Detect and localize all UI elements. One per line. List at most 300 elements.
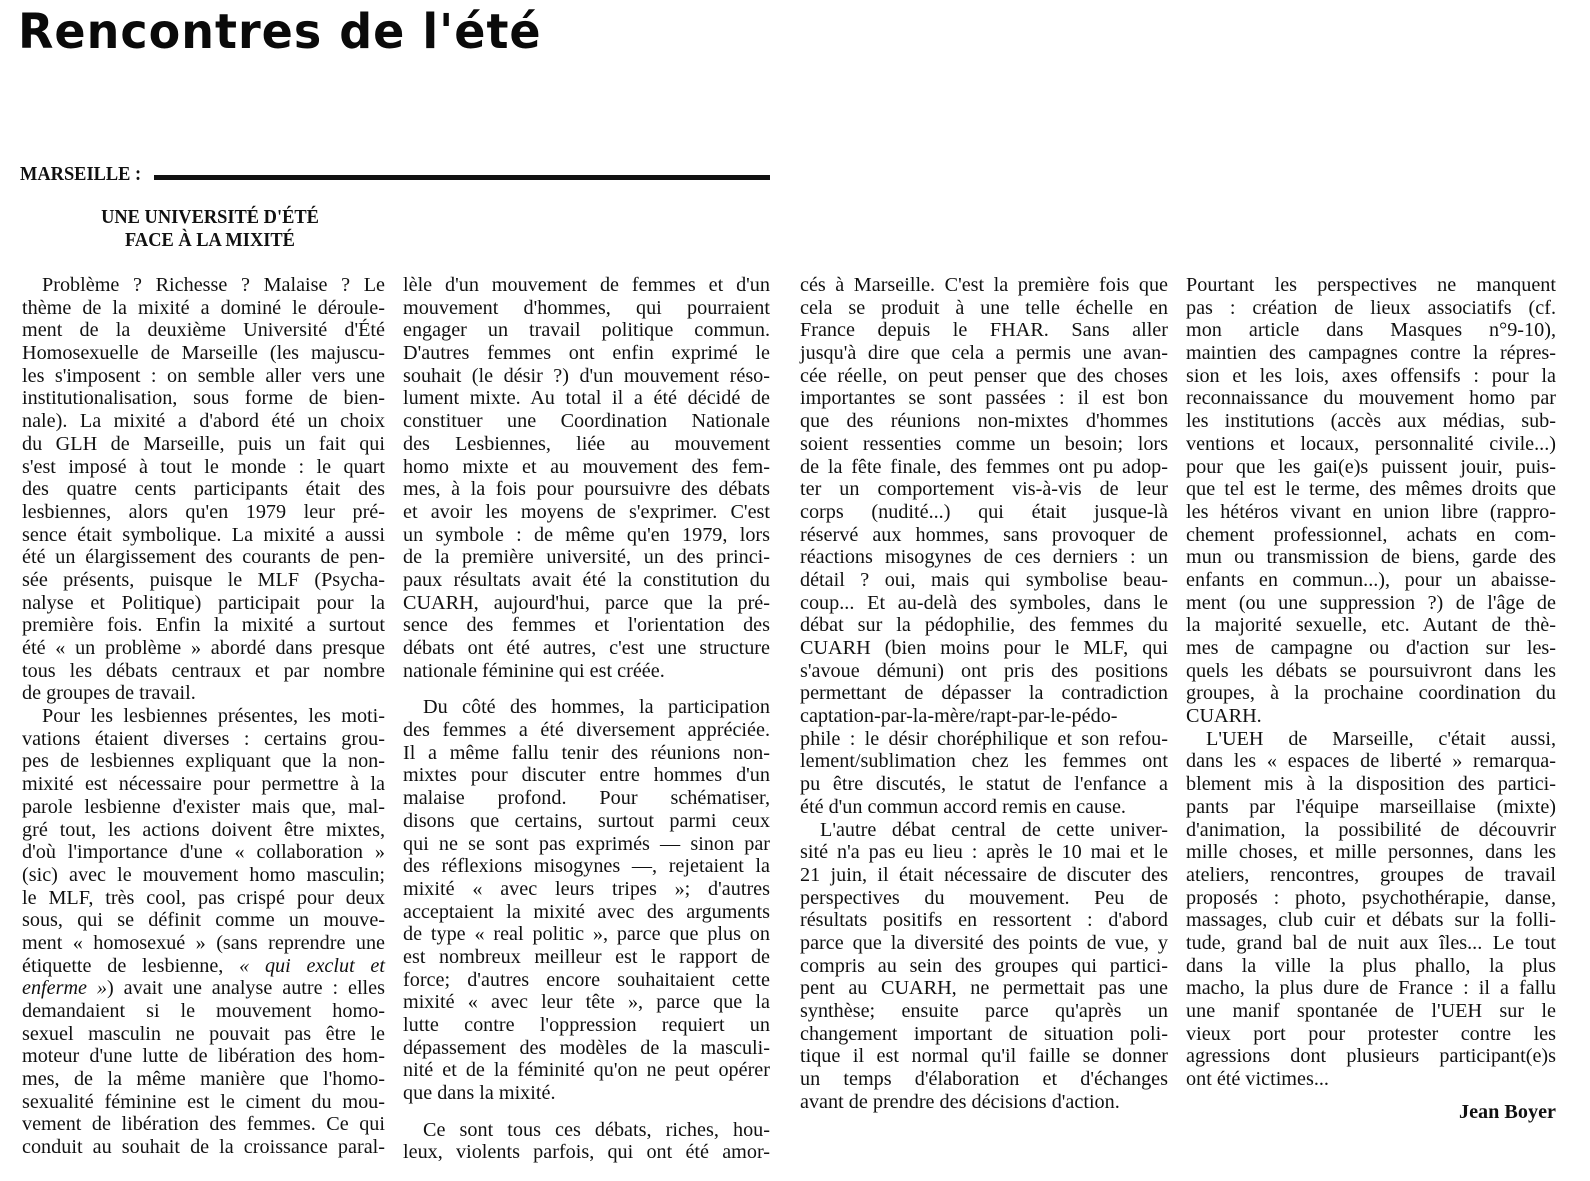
text-run: résultats positifs en ressortent : d'abord: [800, 909, 1168, 932]
text-line: [800, 478, 1168, 501]
text-line: [403, 1119, 770, 1142]
text-run: malaise profond. Pour schématiser,: [403, 787, 770, 810]
text-line: [800, 1091, 1168, 1114]
text-line: [800, 682, 1168, 705]
text-run: de la fête finale, des femmes ont pu adop-: [800, 455, 1168, 478]
text-line: [22, 1068, 385, 1091]
text-run: pas : création de lieux associatifs (cf.: [1186, 296, 1556, 319]
text-line: [403, 719, 770, 742]
text-run: conduit au souhait de la croissance paral-: [22, 1136, 385, 1159]
text-line: [22, 864, 385, 887]
text-run: thème de la mixité a dominé le déroule-: [22, 296, 385, 319]
text-run: synthèse; ensuite parce qu'après un: [800, 1000, 1168, 1022]
text-run: mes, de la même manière que l'homo-: [22, 1068, 385, 1091]
text-line: [1186, 864, 1556, 887]
text-run: soient ressenties comme un besoin; lors: [800, 432, 1168, 455]
text-run: souhait (le désir ?) d'un mouvement réso-: [403, 364, 770, 387]
paragraph-gap: [403, 1105, 770, 1119]
text-line: [1186, 955, 1556, 978]
text-run: Il a même fallu tenir des réunions non-: [403, 741, 770, 764]
text-run: des réflexions misogynes —, rejetaient la: [403, 855, 770, 878]
text-line: [403, 1141, 770, 1164]
text-run: mes de campagne ou d'action sur les-: [1186, 637, 1556, 659]
text-line: [403, 274, 770, 297]
text-line: [22, 660, 385, 683]
text-run: macho, la plus dure de France : il a fallu: [1186, 977, 1556, 1000]
text-run: compris au sein des groupes qui partici-: [800, 954, 1168, 977]
text-line: [1186, 319, 1556, 342]
text-run: mille choses, et mille personnes, dans les: [1186, 841, 1556, 864]
text-line: [403, 546, 770, 569]
text-run: France depuis le FHAR. Sans aller: [800, 319, 1168, 342]
text-line: [800, 387, 1168, 410]
text-run: ment (ou une suppression ?) de l'âge de: [1186, 591, 1556, 614]
text-run: perspectives du mouvement. Peu de: [800, 886, 1168, 909]
text-run: sion et les lois, axes offensifs : pour la: [1186, 364, 1556, 387]
text-line: [1186, 705, 1556, 728]
text-run: pour que les gai(e)s puissent jouir, puis-: [1186, 455, 1556, 478]
text-line: [800, 1045, 1168, 1068]
text-run: mouvement d'hommes, qui pourraient: [403, 296, 770, 319]
text-run: parce que la diversité des points de vue, y: [800, 931, 1168, 954]
text-run: quels les débats se poursuivront dans les: [1186, 659, 1556, 682]
text-run: qui ne se sont pas exprimés — sinon par: [403, 832, 770, 855]
text-line: [22, 909, 385, 932]
text-run: engager un travail politique commun.: [403, 319, 770, 342]
text-run: leux, violents parfois, qui ont été amor-: [403, 1141, 770, 1164]
text-run: mun ou transmission de biens, garde des: [1186, 546, 1556, 569]
text-run: gré tout, les actions doivent être mixtes,: [22, 818, 385, 841]
text-run: importantes se sont passées : il est bon: [800, 387, 1168, 410]
text-line: [1186, 977, 1556, 1000]
text-line: [22, 614, 385, 637]
text-line: [403, 637, 770, 660]
text-line: [800, 705, 1168, 728]
text-run: pes de lesbiennes expliquant que la non-: [22, 750, 385, 773]
text-line: [1186, 614, 1556, 637]
text-run: que dans la mixité.: [403, 1082, 556, 1105]
text-run: été d'un commun accord remis en cause.: [800, 795, 1126, 818]
text-run: d'animation, la possibilité de découvrir: [1186, 818, 1556, 841]
text-run: tude, grand bal de nuit aux îles... Le tout: [1186, 931, 1556, 954]
text-run: de type « real politic », parce que plus on: [403, 923, 770, 946]
text-line: [1186, 456, 1556, 479]
text-line: [403, 946, 770, 969]
text-run: disons que certains, surtout parmi ceux: [403, 809, 770, 832]
text-line: [1186, 569, 1556, 592]
text-line: [1186, 524, 1556, 547]
text-run: 21 juin, il était nécessaire de discuter des: [800, 863, 1168, 886]
text-line: [403, 810, 770, 833]
text-line: [22, 955, 385, 978]
text-run: lèle d'un mouvement de femmes et d'un: [403, 274, 770, 296]
text-line: [403, 1059, 770, 1082]
text-run: dépassement des modèles de la masculi-: [403, 1036, 770, 1059]
text-line: [403, 901, 770, 924]
text-run: moteur d'une lutte de libération des hom-: [22, 1045, 385, 1068]
text-line: [403, 342, 770, 365]
text-line: [1186, 297, 1556, 320]
text-run: des quatre cents participants était des: [22, 478, 385, 501]
text-run: groupes, à la prochaine coordination du: [1186, 682, 1556, 705]
text-run: chement professionnel, achats en com-: [1186, 523, 1556, 546]
text-line: [403, 524, 770, 547]
text-run: étiquette de lesbienne,: [22, 954, 240, 977]
text-run: les hétéros vivant en union libre (rappro-: [1186, 500, 1556, 523]
page-title: Rencontres de l'été: [18, 2, 542, 60]
text-line: [403, 592, 770, 615]
text-line: [800, 1068, 1168, 1091]
text-run: mixité « avec leurs tripes »; d'autres: [403, 877, 770, 900]
text-run: sexualité féminine est le ciment du mou-: [22, 1090, 385, 1113]
text-line: [22, 524, 385, 547]
text-line: [22, 1000, 385, 1023]
text-run: maintien des campagnes contre la répres-: [1186, 342, 1556, 365]
text-run: réservé aux hommes, sans provoquer de: [800, 523, 1168, 546]
text-line: [22, 1045, 385, 1068]
text-line: [403, 764, 770, 787]
headline-line-1: UNE UNIVERSITÉ D'ÉTÉ: [101, 206, 319, 228]
text-run: ter un comportement vis-à-vis de leur: [800, 478, 1168, 501]
article-column-4: [1186, 274, 1556, 1127]
text-run: Du côté des hommes, la participation: [423, 696, 770, 719]
paragraph-gap: [403, 682, 770, 696]
text-line: [1186, 773, 1556, 796]
text-run: institutionalisation, sous forme de bien-: [22, 387, 385, 410]
text-line: [1186, 342, 1556, 365]
text-line: [800, 342, 1168, 365]
text-line: [800, 841, 1168, 864]
text-run: CUARH.: [1186, 705, 1262, 728]
text-run: et avoir les moyens de s'exprimer. C'est: [403, 500, 770, 523]
text-run: permettant de dépasser la contradiction: [800, 682, 1168, 705]
text-line: [22, 682, 385, 705]
text-run: vations étaient diverses : certains grou-: [22, 727, 385, 750]
article-headline: [70, 206, 350, 252]
text-line: [1186, 478, 1556, 501]
text-line: [22, 977, 385, 1000]
text-line: [22, 569, 385, 592]
text-line: [800, 750, 1168, 773]
text-run: vieux port pour protester contre les: [1186, 1022, 1556, 1045]
text-run: s'avoue démuni) ont pris des positions: [800, 659, 1168, 682]
text-line: [1186, 365, 1556, 388]
text-line: [22, 365, 385, 388]
text-line: [800, 819, 1168, 842]
text-line: [800, 365, 1168, 388]
text-run: lutte contre l'oppression requiert un: [403, 1014, 770, 1036]
text-run: sence des femmes et l'orientation des: [403, 614, 770, 637]
text-line: [800, 569, 1168, 592]
text-line: [1186, 660, 1556, 683]
text-line: [800, 660, 1168, 683]
text-line: [800, 773, 1168, 796]
text-run: captation-par-la-mère/rapt-par-le-pédo-: [800, 705, 1118, 728]
text-line: [403, 569, 770, 592]
text-line: [22, 501, 385, 524]
text-line: [403, 923, 770, 946]
text-line: [403, 387, 770, 410]
text-line: [22, 887, 385, 910]
text-line: [22, 932, 385, 955]
text-line: [22, 433, 385, 456]
section-header: [20, 162, 770, 186]
text-run: homo mixte et au mouvement des fem-: [403, 455, 770, 478]
text-run: les s'imposent : on semble aller vers une: [22, 364, 385, 387]
text-line: [22, 274, 385, 297]
text-run: dans les « espaces de liberté » remarqua-: [1186, 750, 1556, 773]
text-run: ont été victimes...: [1186, 1068, 1329, 1091]
text-line: [1186, 410, 1556, 433]
text-run: changement important de situation poli-: [800, 1022, 1168, 1045]
text-run: d'où l'importance d'une « collaboration »: [22, 841, 385, 864]
text-line: [1186, 592, 1556, 615]
text-run: ateliers, rencontres, groupes de travail: [1186, 863, 1556, 886]
text-line: [1186, 637, 1556, 660]
text-run: que des réunions non-mixtes d'hommes: [800, 410, 1168, 433]
text-run: corps (nudité...) qui était jusque-là: [800, 500, 1168, 523]
text-run: tous les débats centraux et par nombre: [22, 659, 385, 682]
text-line: [22, 841, 385, 864]
text-line: [1186, 841, 1556, 864]
text-run: acceptaient la mixité avec des arguments: [403, 900, 770, 923]
text-line: [800, 614, 1168, 637]
text-run: ) avait une analyse autre : elles: [107, 977, 385, 1000]
text-line: [22, 342, 385, 365]
text-run: sous, qui se définit comme un mouve-: [22, 909, 385, 932]
text-run: Ce sont tous ces débats, riches, hou-: [423, 1118, 770, 1141]
text-line: [403, 1037, 770, 1060]
text-line: [403, 969, 770, 992]
text-line: [403, 742, 770, 765]
text-line: [403, 319, 770, 342]
text-line: [403, 478, 770, 501]
text-line: [1186, 387, 1556, 410]
text-line: [800, 433, 1168, 456]
text-line: [1186, 750, 1556, 773]
text-run: nationale féminine qui est créée.: [403, 659, 665, 682]
text-line: [22, 387, 385, 410]
text-line: [22, 796, 385, 819]
text-line: [800, 524, 1168, 547]
text-line: [1186, 682, 1556, 705]
text-line: [403, 410, 770, 433]
text-line: [403, 991, 770, 1014]
text-run: coup... Et au-delà des symboles, dans le: [800, 591, 1168, 614]
text-run: agressions dont plusieurs participant(e)s: [1186, 1045, 1556, 1068]
text-line: [1186, 887, 1556, 910]
text-line: [22, 1091, 385, 1114]
text-run: mes, à la fois pour poursuivre des débats: [403, 478, 770, 501]
text-line: [403, 456, 770, 479]
text-run: ventions et locaux, personnalité civile...): [1186, 432, 1556, 455]
text-run: pent au CUARH, ne permettait pas une: [800, 977, 1168, 1000]
text-line: [1186, 819, 1556, 842]
text-line: [403, 833, 770, 856]
text-run: débat sur la pédophilie, des femmes du: [800, 614, 1168, 637]
text-line: [403, 433, 770, 456]
text-line: [22, 592, 385, 615]
text-run: sée présents, puisque le MLF (Psycha-: [22, 568, 385, 591]
text-line: [1186, 909, 1556, 932]
text-run: de la première université, un des princi-: [403, 546, 770, 569]
text-line: [22, 1113, 385, 1136]
text-line: [800, 955, 1168, 978]
text-run: la majorité sexuelle, etc. Autant de thè-: [1186, 614, 1556, 637]
text-line: [1186, 932, 1556, 955]
text-run: proposés : photo, psychothérapie, danse,: [1186, 886, 1556, 909]
text-line: [1186, 433, 1556, 456]
text-run: est nombreux meilleur est le rapport de: [403, 945, 770, 968]
text-line: [1186, 274, 1556, 297]
text-run: s'est imposé à tout le monde : le quart: [22, 455, 385, 478]
text-line: [403, 787, 770, 810]
text-line: [403, 1014, 770, 1037]
text-line: [800, 1023, 1168, 1046]
text-line: [22, 478, 385, 501]
text-run: nité et de la féminité qu'on ne peut opérer: [403, 1059, 770, 1082]
headline-line-2: FACE À LA MIXITÉ: [125, 229, 295, 251]
text-run: cela se produit à une telle échelle en: [800, 296, 1168, 319]
text-run: paux résultats avait été la constitution du: [403, 568, 770, 591]
text-run: phile : le désir choréphilique et son refou-: [800, 727, 1168, 750]
text-run: des Lesbiennes, liée au mouvement: [403, 432, 770, 455]
text-line: [800, 909, 1168, 932]
text-line: [800, 546, 1168, 569]
text-line: [800, 297, 1168, 320]
text-line: [800, 932, 1168, 955]
text-line: [800, 274, 1168, 297]
text-line: [22, 546, 385, 569]
text-run: une manif spontanée de l'UEH sur le: [1186, 1000, 1556, 1022]
text-run: nalyse et Politique) participait pour la: [22, 591, 385, 614]
text-run: de groupes de travail.: [22, 682, 196, 705]
text-line: [800, 977, 1168, 1000]
text-run: parole lesbienne d'exister mais que, mal-: [22, 795, 385, 818]
text-run: CUARH, aujourd'hui, parce que la pré-: [403, 591, 770, 614]
text-line: [403, 660, 770, 683]
article-column-1: [22, 274, 385, 1159]
text-run: un temps d'élaboration et d'échanges: [800, 1068, 1168, 1091]
text-line: [22, 819, 385, 842]
text-line: [22, 410, 385, 433]
text-run: Pour les lesbiennes présentes, les moti-: [42, 705, 385, 728]
text-run: ment de la deuxième Université d'Été: [22, 319, 385, 342]
text-run: demandaient si le mouvement homo-: [22, 1000, 385, 1022]
text-line: [403, 297, 770, 320]
text-run: (sic) avec le mouvement homo masculin;: [22, 863, 385, 886]
text-run: reconnaissance du mouvement homo par: [1186, 387, 1556, 410]
text-run: massages, club cuir et débats sur la folli-: [1186, 909, 1556, 932]
text-run: sence était symbolique. La mixité a aussi: [22, 523, 385, 546]
text-line: [800, 864, 1168, 887]
text-line: [22, 456, 385, 479]
text-line: [403, 614, 770, 637]
text-line: [22, 728, 385, 751]
text-line: [800, 410, 1168, 433]
text-run: lument mixte. Au total il a été décidé de: [403, 387, 770, 410]
text-run: le MLF, très cool, pas crispé pour deux: [22, 886, 385, 909]
text-line: [800, 887, 1168, 910]
text-run: du GLH de Marseille, puis un fait qui: [22, 432, 385, 455]
text-run: cée réelle, on peut penser que des choses: [800, 364, 1168, 387]
text-run: que tel est le terme, des mêmes droits que: [1186, 478, 1556, 501]
text-run: mixtes pour discuter entre hommes d'un: [403, 764, 770, 787]
text-line: [403, 365, 770, 388]
text-run: un symbole : de même qu'en 1979, lors: [403, 523, 770, 546]
text-run: vement de libération des femmes. Ce qui: [22, 1113, 385, 1136]
text-line: [403, 1082, 770, 1105]
text-run: première fois. Enfin la mixité a surtout: [22, 614, 385, 637]
text-run: enfants en commun...), pour un abaisse-: [1186, 568, 1556, 591]
text-run: les institutions (accès aux médias, sub-: [1186, 410, 1556, 433]
text-line: [22, 1023, 385, 1046]
text-run: réactions misogynes de ces derniers : un: [800, 546, 1168, 569]
text-line: [403, 696, 770, 719]
text-run: Homosexuelle de Marseille (les majuscu-: [22, 342, 385, 365]
text-run: été un élargissement des courants de pen-: [22, 546, 385, 569]
text-line: [800, 456, 1168, 479]
text-line: [800, 796, 1168, 819]
text-line: [22, 297, 385, 320]
text-run: Pourtant les perspectives ne manquent: [1186, 274, 1556, 296]
text-run: débats ont été autres, c'est une structure: [403, 637, 770, 659]
text-run: blement mis à la disposition des partici-: [1186, 773, 1556, 796]
italic-quote: enferme »: [22, 977, 108, 1000]
text-line: [22, 750, 385, 773]
text-run: CUARH (bien moins pour le MLF, qui: [800, 637, 1168, 659]
author-signature: Jean Boyer: [1459, 1100, 1556, 1123]
text-run: des femmes a été diversement appréciée.: [403, 719, 770, 742]
italic-quote: « qui exclut et: [239, 954, 385, 977]
text-line: [22, 637, 385, 660]
text-run: D'autres femmes ont enfin exprimé le: [403, 342, 770, 365]
text-line: [1186, 1045, 1556, 1068]
text-line: [1186, 501, 1556, 524]
text-run: force; d'autres encore souhaitaient cette: [403, 968, 770, 991]
text-line: [1186, 1023, 1556, 1046]
text-line: [22, 705, 385, 728]
text-run: L'UEH de Marseille, c'était aussi,: [1206, 727, 1556, 750]
text-run: détail ? oui, mais qui symbolise beau-: [800, 568, 1168, 591]
text-run: mon article dans Masques n°9-10),: [1186, 319, 1556, 342]
text-line: [800, 728, 1168, 751]
text-run: pants par l'équipe marseillaise (mixte): [1186, 795, 1556, 818]
text-run: mixité est nécessaire pour permettre à la: [22, 773, 385, 796]
text-line: [22, 319, 385, 342]
section-label: MARSEILLE :: [20, 162, 142, 185]
text-run: tique il est normal qu'il faille se donner: [800, 1045, 1168, 1068]
text-run: mixité « avec leur tête », parce que la: [403, 991, 770, 1014]
text-run: été « un problème » abordé dans presque: [22, 637, 385, 659]
text-line: [800, 637, 1168, 660]
text-run: cés à Marseille. C'est la première fois que: [800, 274, 1168, 296]
text-line: [403, 501, 770, 524]
text-run: lement/sublimation chez les femmes ont: [800, 750, 1168, 773]
text-run: lesbiennes, alors qu'en 1979 leur pré-: [22, 500, 385, 523]
text-line: [22, 773, 385, 796]
text-run: dans la ville la plus phallo, la plus: [1186, 954, 1556, 977]
text-run: sexuel masculin ne pouvait pas être le: [22, 1022, 385, 1045]
text-run: L'autre débat central de cette univer-: [820, 818, 1168, 841]
text-run: nale). La mixité a d'abord été un choix: [22, 410, 385, 433]
text-line: [800, 501, 1168, 524]
text-run: constituer une Coordination Nationale: [403, 410, 770, 433]
text-run: jusqu'à dire que cela a permis une avan-: [800, 342, 1168, 365]
text-line: [800, 592, 1168, 615]
text-line: [1186, 796, 1556, 819]
text-line: [22, 1136, 385, 1159]
